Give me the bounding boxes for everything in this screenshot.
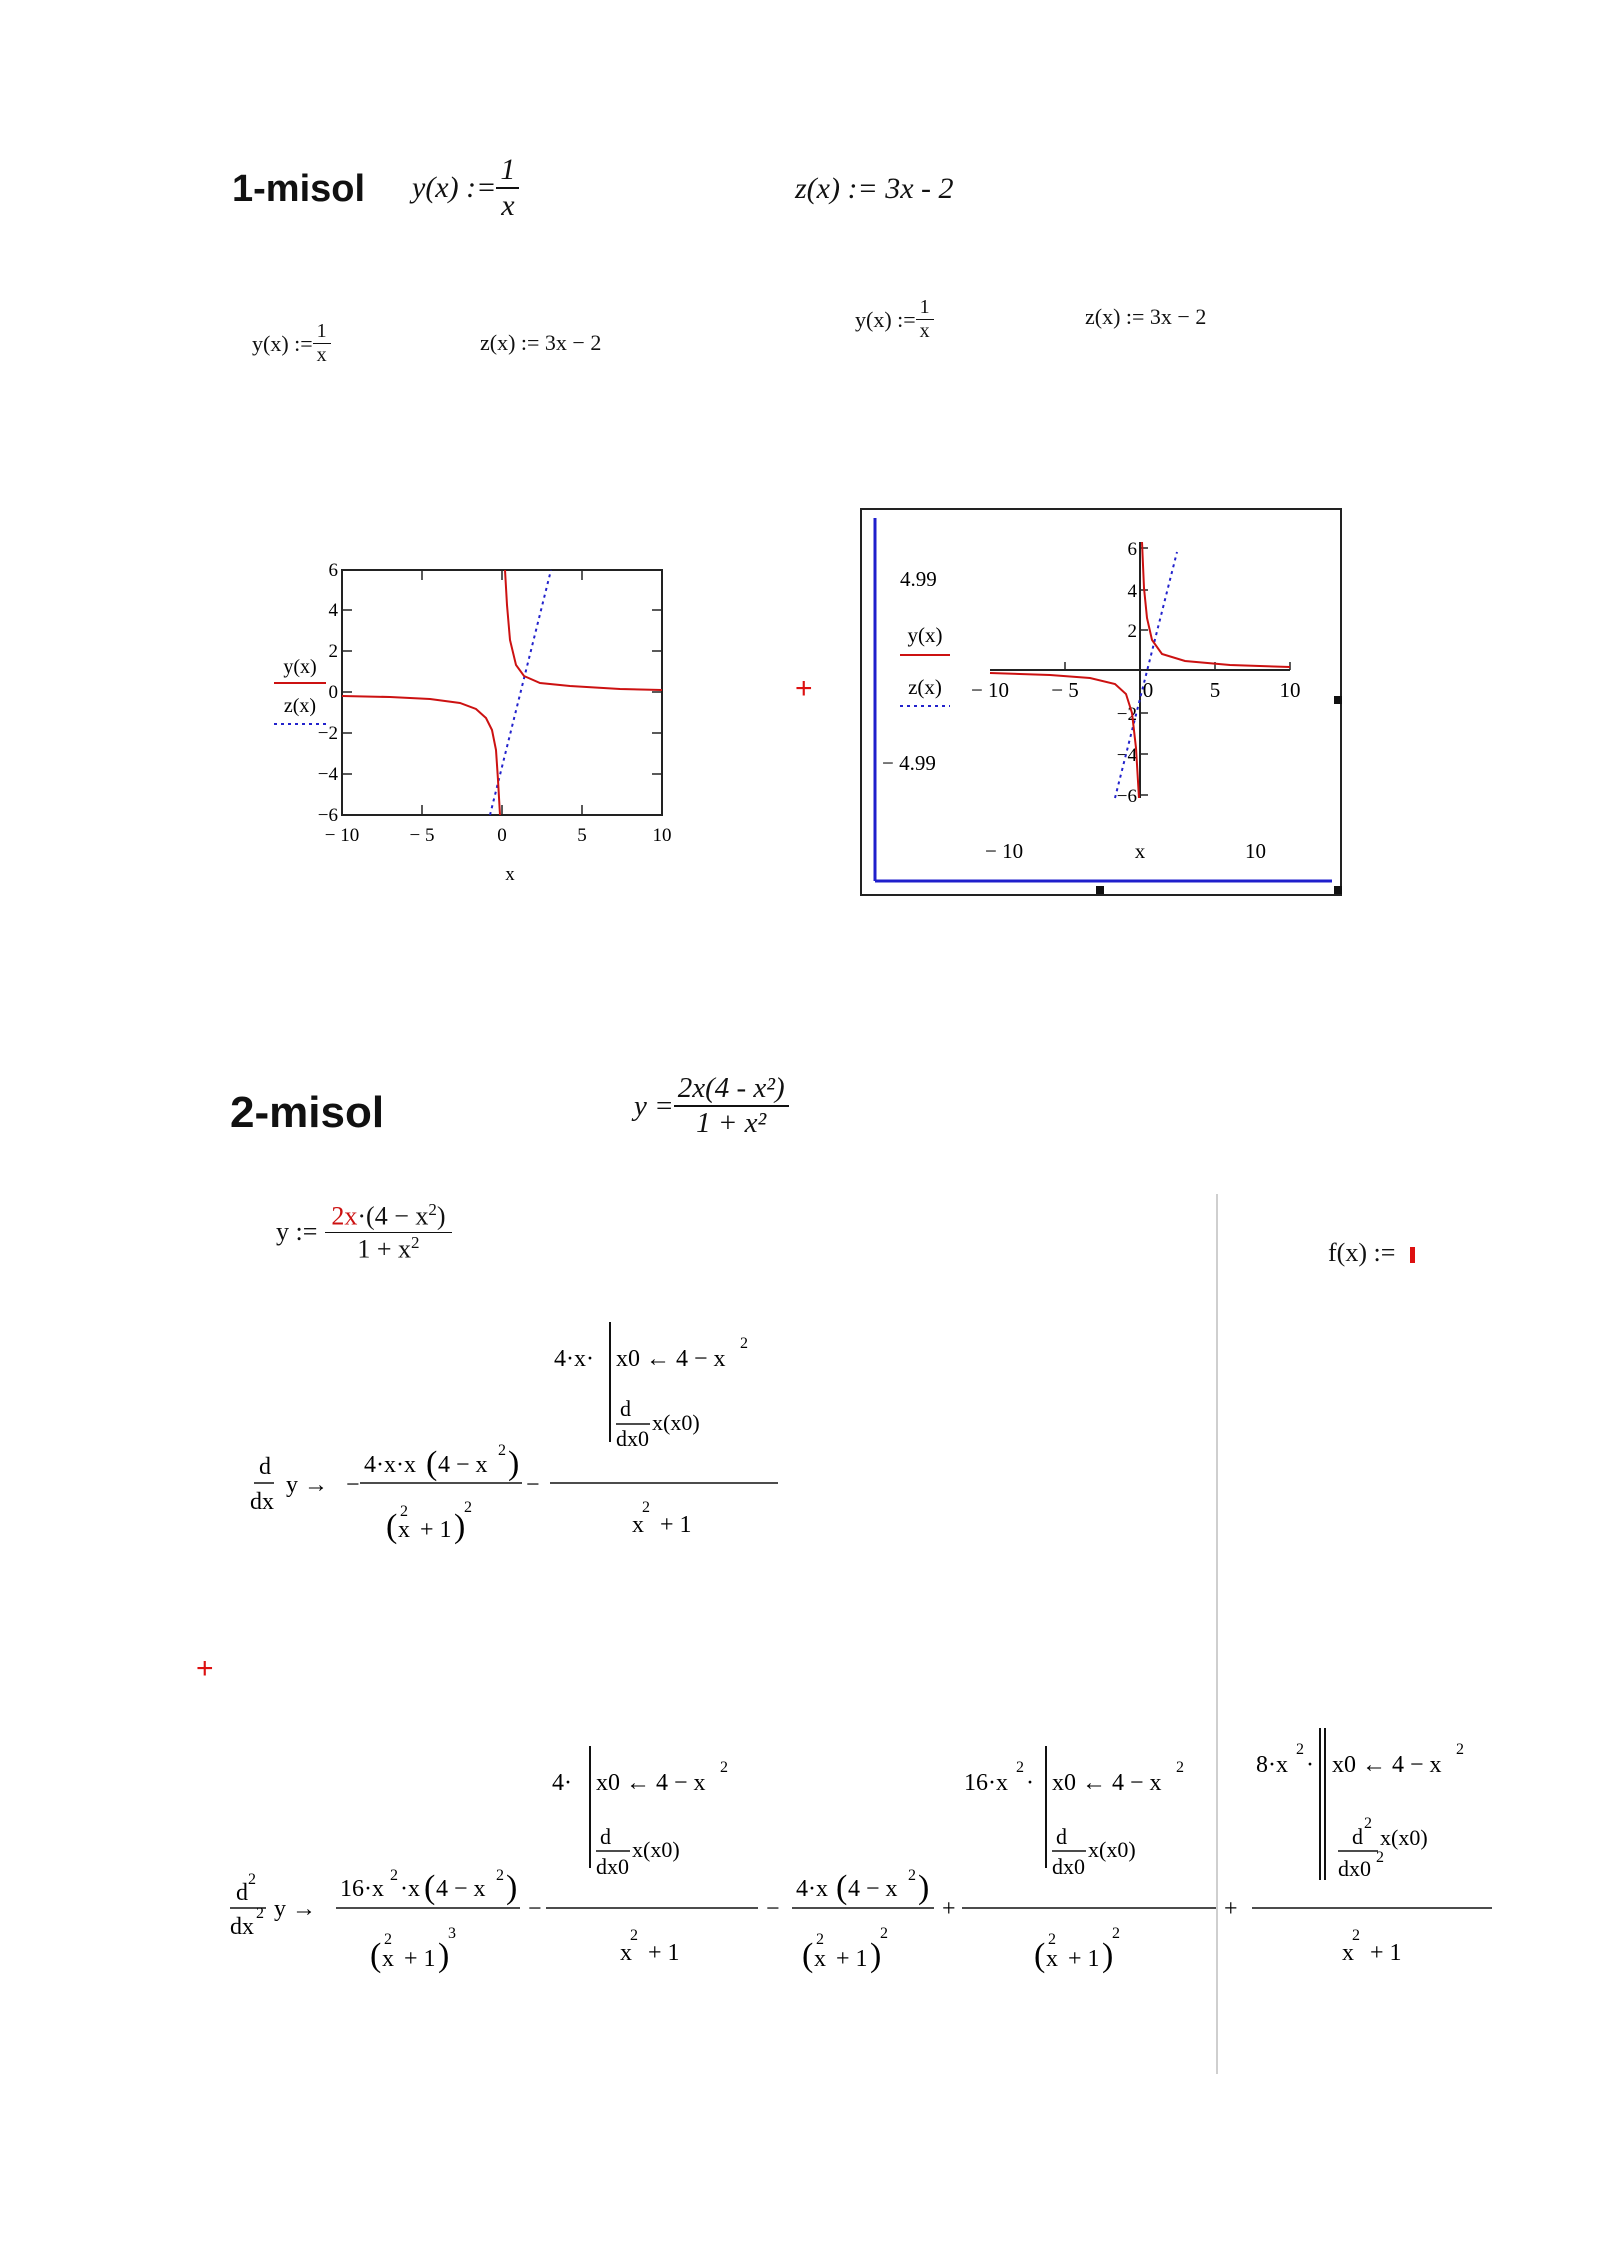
plot1-ytick-4: −2 — [317, 723, 338, 744]
plot1-xtick-1: − 5 — [409, 825, 435, 846]
plot1-ytick-1: 4 — [328, 600, 338, 621]
plot2-ytick-2: 2 — [1127, 621, 1137, 642]
svg-text:2: 2 — [464, 1499, 472, 1516]
formula-y-definition — [412, 153, 519, 223]
svg-text:d: d — [236, 1880, 248, 1906]
svg-text:4 − x: 4 − x — [438, 1452, 488, 1478]
mathcad-y-den-2: x — [919, 320, 930, 342]
formula-y-rational — [634, 1072, 789, 1140]
svg-text:): ) — [454, 1508, 466, 1545]
formula-y-numerator: 1 — [496, 153, 519, 189]
plot2-legend-y: y(x) — [907, 623, 943, 647]
svg-text:2: 2 — [1376, 1849, 1384, 1866]
plot1-xtick-4: 10 — [652, 825, 672, 846]
svg-text:2: 2 — [256, 1905, 264, 1922]
mathcad-y-definition-left[interactable] — [252, 320, 331, 367]
plot1-xtick-3: 5 — [577, 825, 587, 846]
svg-text:): ) — [506, 1869, 518, 1906]
svg-text:2: 2 — [720, 1759, 728, 1776]
plot1-xtick-0: − 10 — [324, 825, 360, 846]
svg-text:−: − — [346, 1472, 360, 1498]
plot2-ytick-0: 6 — [1127, 539, 1137, 560]
svg-text:−: − — [528, 1896, 542, 1922]
svg-text:2: 2 — [630, 1927, 638, 1944]
svg-text:x0 ← 4 − x: x0 ← 4 − x — [616, 1346, 726, 1372]
svg-text:+: + — [1224, 1896, 1238, 1922]
svg-text:x: x — [814, 1946, 826, 1972]
svg-text:·: · — [1026, 1770, 1034, 1796]
mathcad-z-definition-left[interactable]: z(x) := 3x − 2 — [480, 330, 602, 355]
svg-text:dx0: dx0 — [1338, 1856, 1371, 1881]
svg-text:8·x: 8·x — [1256, 1752, 1288, 1778]
svg-text:·: · — [1306, 1752, 1314, 1778]
plot1-ytick-6: −6 — [317, 805, 338, 826]
plot2-xtick-2: 0 — [1142, 678, 1154, 702]
svg-text:dx0: dx0 — [1052, 1854, 1085, 1879]
plot2-xlabel: x — [1134, 839, 1146, 863]
mathcad-y-rational-num-rest: ·(4 − x — [357, 1201, 429, 1231]
svg-text:2: 2 — [1016, 1759, 1024, 1776]
svg-text:y →: y → — [274, 1896, 316, 1922]
svg-text:2: 2 — [384, 1931, 392, 1948]
svg-text:dx: dx — [250, 1489, 274, 1515]
plot2-ytick-1: 4 — [1127, 581, 1137, 602]
svg-text:dx0: dx0 — [616, 1426, 649, 1451]
formula-z-definition: z(x) := 3x - 2 — [795, 172, 954, 205]
svg-text:(: ( — [386, 1508, 398, 1545]
plot1-curve-y-right — [505, 570, 662, 690]
svg-text:+ 1: + 1 — [660, 1512, 692, 1538]
svg-text:x: x — [620, 1940, 632, 1966]
svg-text:x: x — [382, 1946, 394, 1972]
plot1-frame — [342, 570, 662, 815]
plot2-xtick-0: − 10 — [970, 678, 1010, 702]
plot2-xtick-3: 5 — [1209, 678, 1221, 702]
svg-text:2: 2 — [816, 1931, 824, 1948]
svg-text:4·x·x: 4·x·x — [364, 1452, 416, 1478]
svg-text:x(x0): x(x0) — [632, 1837, 680, 1862]
mathcad-y-num-2: 1 — [916, 296, 934, 320]
svg-text:(: ( — [426, 1445, 438, 1482]
svg-text:4 − x: 4 − x — [436, 1876, 486, 1902]
mathcad-y-lhs-2: y(x) := — [855, 306, 916, 332]
first-derivative-expression[interactable] — [250, 1312, 790, 1582]
example2-heading: 2-misol — [230, 1088, 385, 1137]
svg-text:x: x — [1342, 1940, 1354, 1966]
svg-text:+ 1: + 1 — [648, 1940, 680, 1966]
plot2-ytick-4: −4 — [1116, 745, 1137, 766]
svg-text:2: 2 — [1112, 1925, 1120, 1942]
plot1-ytick-0: 6 — [328, 560, 338, 581]
svg-text:2: 2 — [248, 1871, 256, 1888]
plot2-ytick-3: −2 — [1116, 704, 1137, 725]
plot2-xmax: 10 — [1245, 839, 1266, 863]
svg-text:16·x: 16·x — [964, 1770, 1008, 1796]
mathcad-f-definition[interactable] — [1328, 1238, 1415, 1268]
mathcad-y-num: 1 — [313, 320, 331, 344]
svg-text:·x: ·x — [400, 1876, 420, 1902]
example1-heading: 1-misol — [232, 168, 366, 210]
plot1-yticks — [342, 570, 662, 815]
plot2-handle-corner — [1334, 886, 1342, 894]
svg-text:x(x0): x(x0) — [1088, 1837, 1136, 1862]
svg-text:(: ( — [1034, 1937, 1046, 1974]
formula-y-rational-num: 2x(4 - x²) — [674, 1072, 789, 1107]
svg-text:x0 ← 4 − x: x0 ← 4 − x — [1052, 1770, 1162, 1796]
svg-text:d: d — [620, 1396, 631, 1421]
svg-text:2: 2 — [1364, 1815, 1372, 1832]
svg-text:): ) — [438, 1937, 450, 1974]
plot2-bottom-val: − 4.99 — [882, 751, 936, 775]
f-definition-placeholder[interactable] — [1410, 1247, 1415, 1263]
svg-text:x(x0): x(x0) — [652, 1410, 700, 1435]
svg-text:(: ( — [802, 1937, 814, 1974]
svg-text:2: 2 — [496, 1867, 504, 1884]
svg-text:2: 2 — [1296, 1741, 1304, 1758]
plot2-xtick-4: 10 — [1279, 678, 1301, 702]
svg-text:4 − x: 4 − x — [848, 1876, 898, 1902]
plot1-legend-z: z(x) — [283, 695, 317, 717]
formula-y-lhs: y(x) := — [412, 171, 497, 204]
mathcad-y-lhs: y(x) := — [252, 330, 313, 356]
svg-text:4·: 4· — [552, 1770, 572, 1796]
plot1-legend-y: y(x) — [283, 656, 317, 678]
svg-text:2: 2 — [498, 1442, 506, 1459]
svg-text:(: ( — [836, 1869, 848, 1906]
svg-text:2: 2 — [400, 1503, 408, 1520]
svg-text:+: + — [942, 1896, 956, 1922]
svg-text:): ) — [918, 1869, 930, 1906]
svg-text:d: d — [259, 1454, 271, 1480]
region-plus-marker: + — [795, 672, 813, 705]
formula-y-rational-den: 1 + x² — [696, 1107, 767, 1139]
svg-text:2: 2 — [390, 1867, 398, 1884]
plot1-xtick-2: 0 — [497, 825, 507, 846]
svg-text:(: ( — [424, 1869, 436, 1906]
plot1-curve-y-left — [342, 696, 500, 815]
svg-text:−: − — [766, 1896, 780, 1922]
svg-text:2: 2 — [740, 1335, 748, 1352]
plot2-top-val: 4.99 — [900, 567, 937, 591]
svg-text:4·x: 4·x — [796, 1876, 828, 1902]
svg-text:): ) — [1102, 1937, 1114, 1974]
svg-text:2: 2 — [1048, 1931, 1056, 1948]
mathcad-y-den: x — [316, 344, 327, 366]
svg-text:d: d — [1056, 1824, 1067, 1849]
svg-text:x: x — [632, 1512, 644, 1538]
plot2-area[interactable] — [860, 508, 1346, 900]
formula-y-rational-lhs: y = — [634, 1089, 674, 1122]
svg-text:d: d — [1352, 1824, 1363, 1849]
plot1-curve-z — [490, 570, 551, 815]
svg-text:2: 2 — [880, 1925, 888, 1942]
plot1-ytick-5: −4 — [317, 764, 338, 785]
svg-text:+ 1: + 1 — [1068, 1946, 1100, 1972]
f-definition-label: f(x) := — [1328, 1238, 1396, 1267]
plot1-ytick-3: 0 — [328, 682, 338, 703]
plot2-ytick-5: −6 — [1116, 786, 1137, 807]
svg-text:dx: dx — [230, 1914, 254, 1940]
svg-text:y →: y → — [286, 1472, 328, 1498]
plot2-handle-bottom — [1096, 886, 1104, 894]
svg-text:+ 1: + 1 — [836, 1946, 868, 1972]
svg-text:2: 2 — [642, 1499, 650, 1516]
svg-text:4·x·: 4·x· — [554, 1346, 594, 1372]
svg-text:+ 1: + 1 — [420, 1517, 452, 1543]
plot1-xlabel: x — [505, 864, 515, 885]
second-derivative-expression[interactable] — [226, 1720, 1526, 2020]
mathcad-y-rational-lhs: y := — [276, 1217, 318, 1247]
plot2-xtick-1: − 5 — [1051, 678, 1079, 702]
plot1-ytick-2: 2 — [328, 641, 338, 662]
svg-text:3: 3 — [448, 1925, 456, 1942]
svg-text:(: ( — [370, 1937, 382, 1974]
svg-text:x: x — [1046, 1946, 1058, 1972]
svg-text:x0 ← 4 − x: x0 ← 4 − x — [1332, 1752, 1442, 1778]
mathcad-y-rational-num-highlight: 2x — [331, 1201, 358, 1231]
svg-text:+ 1: + 1 — [404, 1946, 436, 1972]
svg-text:): ) — [870, 1937, 882, 1974]
svg-text:2: 2 — [1456, 1741, 1464, 1758]
mathcad-z-definition-right[interactable]: z(x) := 3x − 2 — [1085, 304, 1207, 329]
plot2-curve-y-right — [1142, 542, 1290, 667]
svg-text:dx0: dx0 — [596, 1854, 629, 1879]
plot1-area[interactable] — [260, 550, 690, 900]
mathcad-y-definition-right[interactable] — [855, 296, 934, 343]
region-plus-marker-2: + — [196, 1652, 214, 1685]
svg-text:x0 ← 4 − x: x0 ← 4 − x — [596, 1770, 706, 1796]
svg-text:d: d — [600, 1824, 611, 1849]
svg-text:2: 2 — [1352, 1927, 1360, 1944]
svg-text:−: − — [526, 1472, 540, 1498]
svg-text:x(x0): x(x0) — [1380, 1825, 1428, 1850]
plot2-xmin: − 10 — [985, 839, 1024, 863]
mathcad-y-rational-definition[interactable]: y := $\frac{2x\cdot(4 - x^2)}{1 + x^2}$ — [276, 1200, 452, 1264]
mathcad-y-rational-den: 1 + x — [357, 1234, 412, 1264]
svg-text:): ) — [508, 1445, 520, 1482]
plot2-handle-right — [1334, 696, 1342, 704]
svg-text:16·x: 16·x — [340, 1876, 384, 1902]
svg-text:2: 2 — [1176, 1759, 1184, 1776]
formula-y-denominator: x — [501, 189, 515, 222]
svg-text:2: 2 — [908, 1867, 916, 1884]
svg-text:+ 1: + 1 — [1370, 1940, 1402, 1966]
plot2-legend-z: z(x) — [908, 675, 942, 699]
svg-text:x: x — [398, 1517, 410, 1543]
